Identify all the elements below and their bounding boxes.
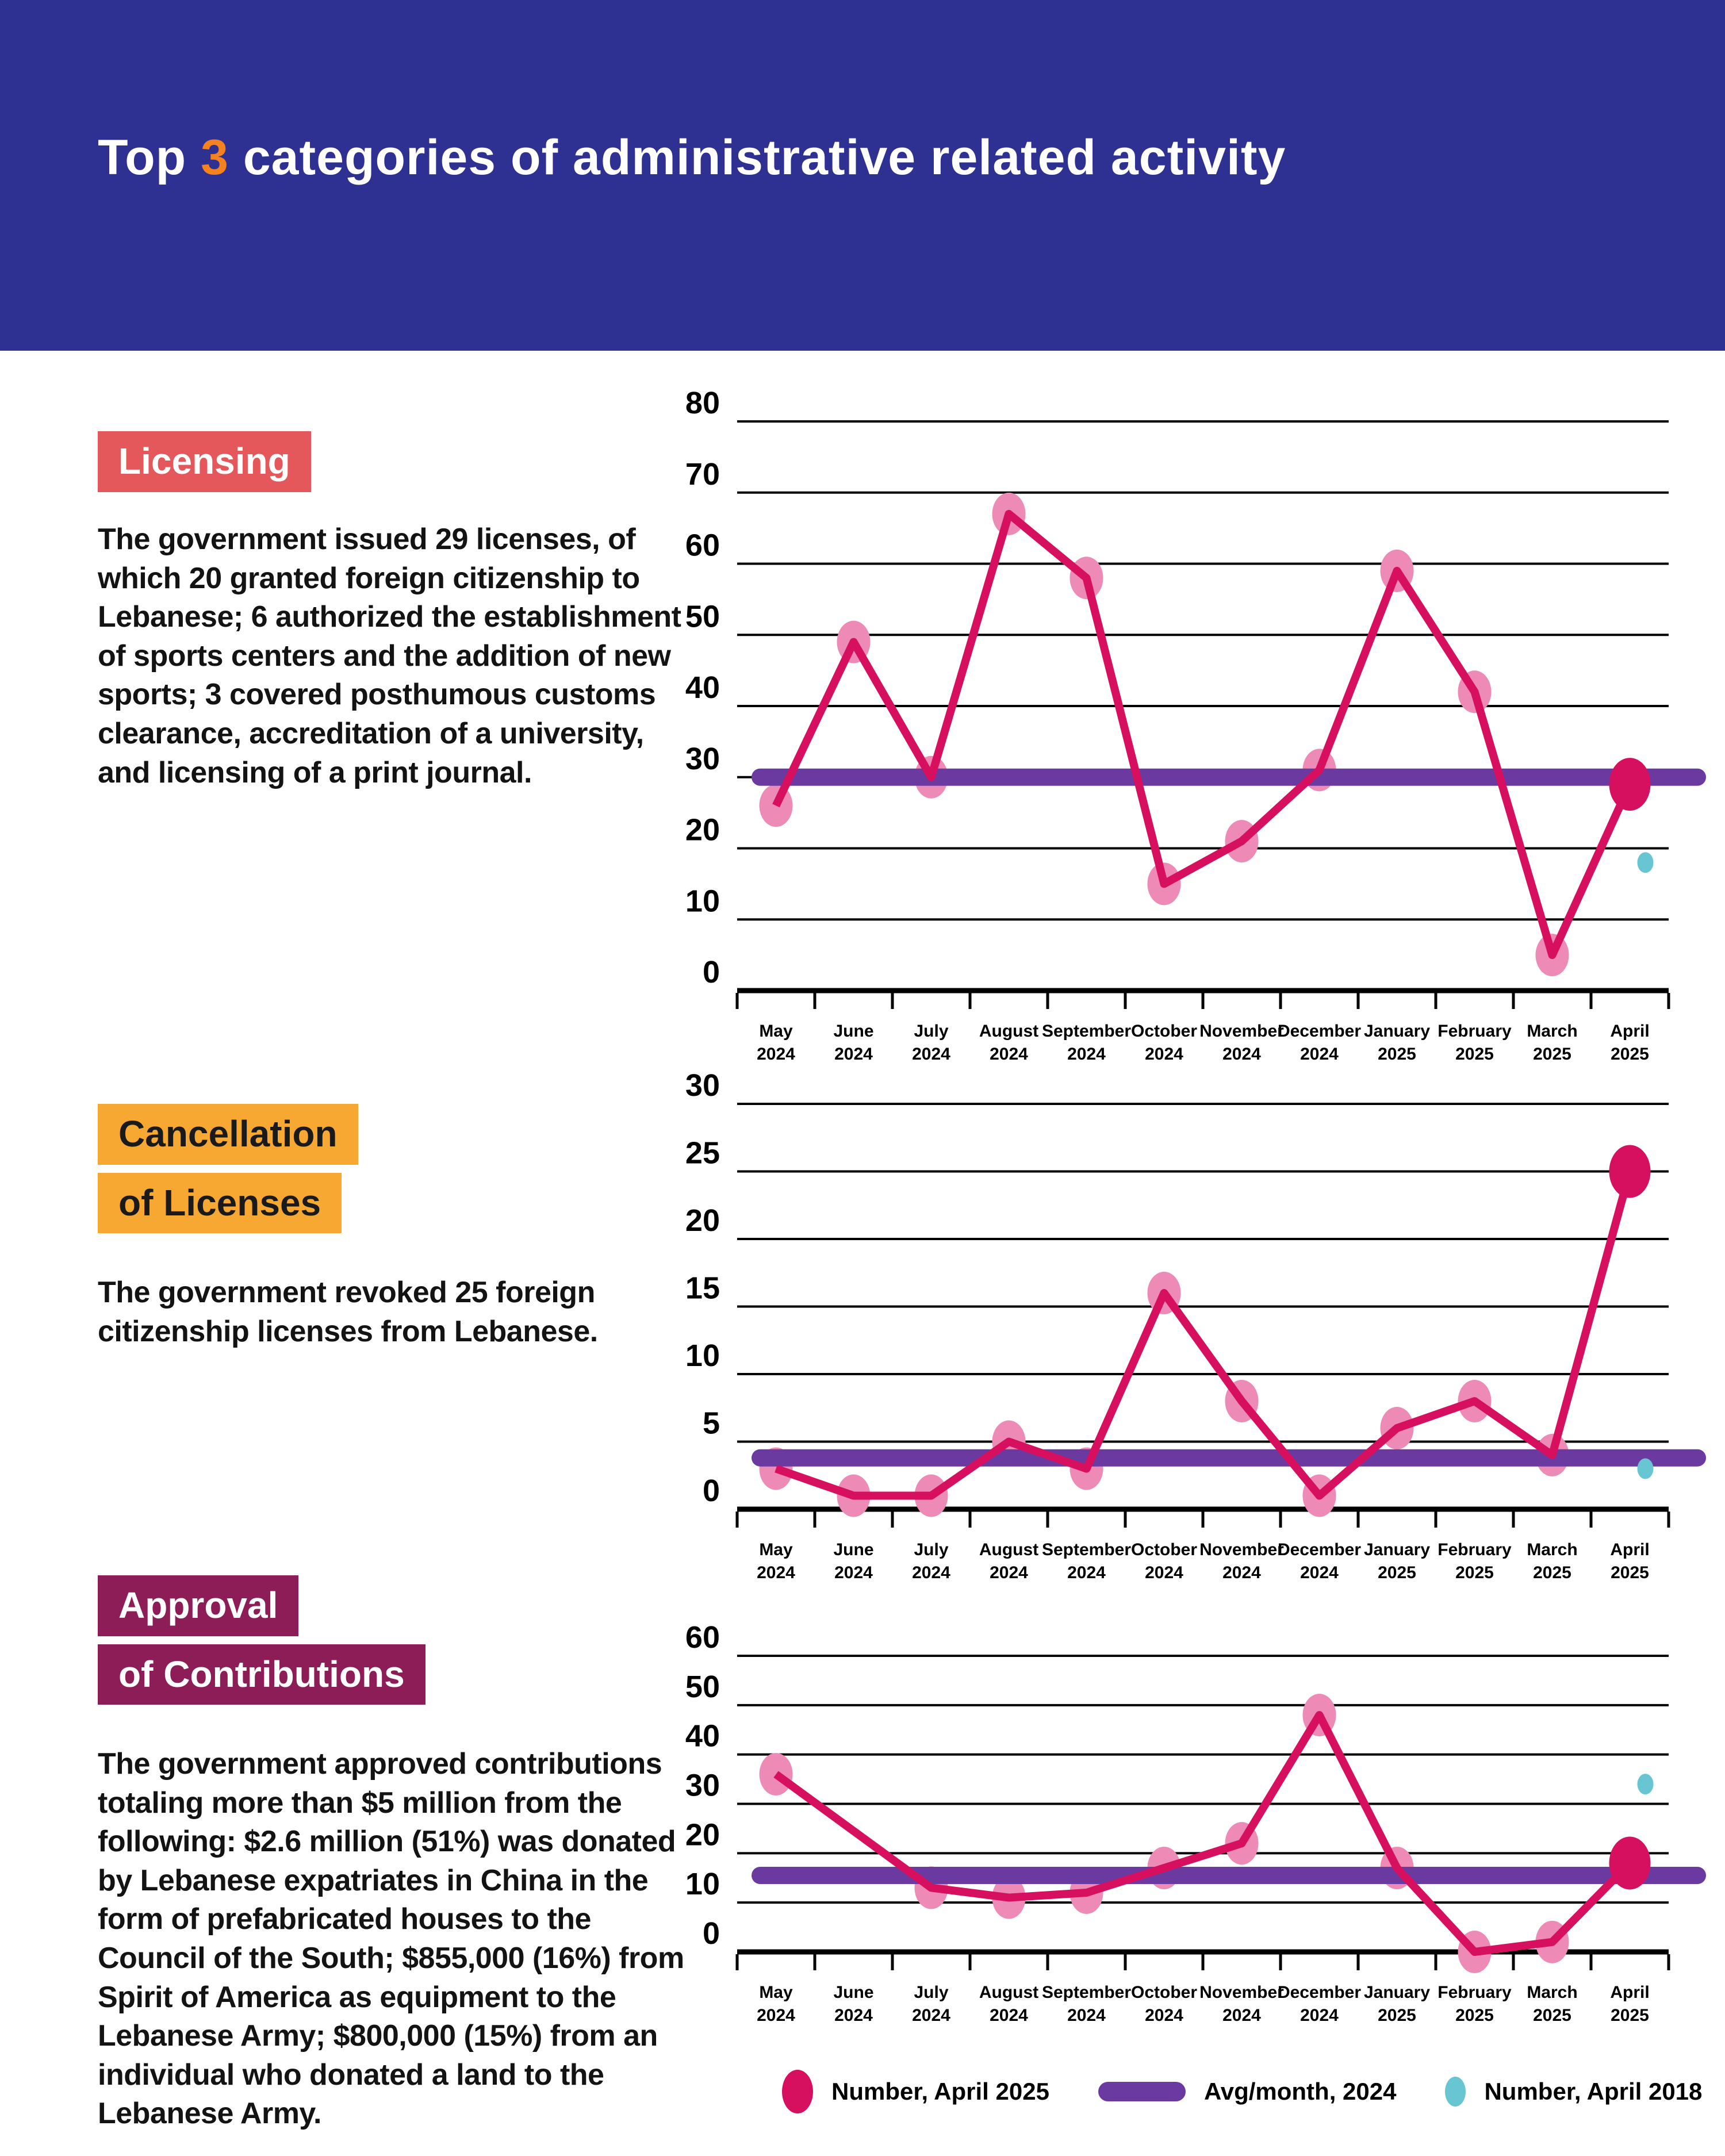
svg-text:October: October xyxy=(1130,1022,1198,1041)
svg-text:2025: 2025 xyxy=(1455,2006,1494,2025)
label-row xyxy=(98,1104,358,1165)
title-prefix: Top xyxy=(98,130,201,185)
legend xyxy=(782,2070,1702,2113)
svg-text:20: 20 xyxy=(685,1203,720,1238)
approval-label-line-2: of Contributions xyxy=(98,1644,425,1705)
svg-text:20: 20 xyxy=(685,1817,720,1852)
svg-text:August: August xyxy=(979,1540,1039,1559)
svg-text:15: 15 xyxy=(685,1271,720,1306)
svg-text:June: June xyxy=(833,1022,874,1041)
svg-text:2024: 2024 xyxy=(757,2006,795,2025)
svg-text:2024: 2024 xyxy=(1300,1045,1339,1064)
svg-text:August: August xyxy=(979,1983,1039,2002)
teal-dot-icon xyxy=(1445,2077,1466,2107)
chart-svg xyxy=(681,1068,1716,1598)
svg-text:February: February xyxy=(1438,1983,1512,2002)
svg-text:March: March xyxy=(1527,1022,1578,1041)
svg-text:2024: 2024 xyxy=(1222,1045,1261,1064)
svg-text:60: 60 xyxy=(685,1620,720,1655)
svg-text:2024: 2024 xyxy=(1300,2006,1339,2025)
svg-text:2024: 2024 xyxy=(1145,1045,1183,1064)
svg-text:40: 40 xyxy=(685,1718,720,1754)
licensing-chart xyxy=(681,386,1716,1075)
svg-text:0: 0 xyxy=(702,1916,720,1951)
header-band xyxy=(0,0,1725,351)
svg-text:April: April xyxy=(1610,1540,1650,1559)
svg-text:30: 30 xyxy=(685,1068,720,1103)
legend-item-april-2018 xyxy=(1445,2077,1702,2107)
label-row xyxy=(98,1575,425,1636)
svg-text:2024: 2024 xyxy=(912,1563,950,1582)
svg-text:2024: 2024 xyxy=(1222,1563,1261,1582)
svg-text:February: February xyxy=(1438,1022,1512,1041)
svg-text:20: 20 xyxy=(685,812,720,847)
svg-text:January: January xyxy=(1363,1022,1431,1041)
svg-text:2024: 2024 xyxy=(1222,2006,1261,2025)
svg-text:40: 40 xyxy=(685,670,720,705)
svg-text:70: 70 xyxy=(685,456,720,492)
svg-text:2025: 2025 xyxy=(1611,1563,1649,1582)
svg-text:10: 10 xyxy=(685,1867,720,1902)
svg-text:25: 25 xyxy=(685,1135,720,1171)
chart-svg xyxy=(681,386,1716,1075)
svg-text:October: October xyxy=(1130,1983,1198,2002)
svg-text:2025: 2025 xyxy=(1611,2006,1649,2025)
cancellation-description: The government revoked 25 foreign citizenship licenses from Lebanese. xyxy=(98,1276,598,1348)
legend-item-avg-month xyxy=(1098,2078,1397,2105)
svg-text:December: December xyxy=(1277,1540,1362,1559)
cancellation-chart xyxy=(681,1068,1716,1598)
svg-text:2024: 2024 xyxy=(912,1045,950,1064)
svg-text:May: May xyxy=(759,1983,793,2002)
svg-text:0: 0 xyxy=(702,1474,720,1508)
title-suffix: categories of administrative related activity xyxy=(228,130,1286,185)
svg-text:July: July xyxy=(914,1022,949,1041)
svg-text:March: March xyxy=(1527,1983,1578,2002)
svg-text:September: September xyxy=(1041,1022,1132,1041)
purple-line-icon xyxy=(1098,2082,1186,2101)
legend-label: Number, April 2025 xyxy=(831,2078,1049,2105)
svg-text:5: 5 xyxy=(702,1406,720,1441)
svg-text:2025: 2025 xyxy=(1533,1045,1571,1064)
svg-text:60: 60 xyxy=(685,528,720,563)
label-row xyxy=(98,431,311,492)
svg-text:2025: 2025 xyxy=(1533,1563,1571,1582)
svg-text:July: July xyxy=(914,1983,949,2002)
licensing-description: The government issued 29 licenses, of which 20 granted foreign citizenship to Lebanese; 6 authorized the establishment of sports centers and the addition of new sports; 3 covered posthumous customs clearance, accreditation of a university, and licensing of a print journal. xyxy=(98,523,681,789)
svg-text:November: November xyxy=(1199,1022,1284,1041)
svg-text:50: 50 xyxy=(685,599,720,634)
svg-text:2024: 2024 xyxy=(1300,1563,1339,1582)
svg-text:2024: 2024 xyxy=(1145,2006,1183,2025)
svg-text:2025: 2025 xyxy=(1533,2006,1571,2025)
svg-text:January: January xyxy=(1363,1540,1431,1559)
legend-item-april-2025 xyxy=(782,2070,1049,2113)
cancellation-label-line-1: Cancellation xyxy=(98,1104,358,1165)
svg-text:June: June xyxy=(833,1540,874,1559)
svg-text:2025: 2025 xyxy=(1378,1563,1416,1582)
label-row xyxy=(98,1644,425,1705)
svg-text:2025: 2025 xyxy=(1455,1045,1494,1064)
svg-text:October: October xyxy=(1130,1540,1198,1559)
svg-text:2024: 2024 xyxy=(990,1045,1028,1064)
svg-text:April: April xyxy=(1610,1022,1650,1041)
svg-text:April: April xyxy=(1610,1983,1650,2002)
legend-label: Avg/month, 2024 xyxy=(1203,2078,1397,2105)
svg-text:September: September xyxy=(1041,1540,1132,1559)
page-title xyxy=(98,129,1286,186)
svg-text:September: September xyxy=(1041,1983,1132,2002)
licensing-label-group xyxy=(98,431,311,500)
svg-text:November: November xyxy=(1199,1983,1284,2002)
svg-text:30: 30 xyxy=(685,1768,720,1803)
cancellation-label-group xyxy=(98,1104,358,1241)
svg-text:May: May xyxy=(759,1022,793,1041)
svg-text:August: August xyxy=(979,1022,1039,1041)
approval-label-line-1: Approval xyxy=(98,1575,298,1636)
svg-text:2024: 2024 xyxy=(757,1563,795,1582)
svg-text:2024: 2024 xyxy=(757,1045,795,1064)
licensing-label: Licensing xyxy=(98,431,311,492)
svg-text:2025: 2025 xyxy=(1611,1045,1649,1064)
svg-text:2024: 2024 xyxy=(834,1563,873,1582)
svg-text:80: 80 xyxy=(685,386,720,420)
svg-text:0: 0 xyxy=(702,955,720,989)
svg-text:2024: 2024 xyxy=(912,2006,950,2025)
svg-text:2024: 2024 xyxy=(1067,1045,1106,1064)
svg-text:2024: 2024 xyxy=(1067,2006,1106,2025)
svg-text:December: December xyxy=(1277,1022,1362,1041)
svg-text:2024: 2024 xyxy=(834,1045,873,1064)
svg-text:2024: 2024 xyxy=(1145,1563,1183,1582)
approval-description: The government approved contributions totaling more than $5 million from the following: $2.6 million (51%) was donated by Lebanese expatriates in China in the form of prefabricated houses to the Council of the South; $855,000 (16%) from Spirit of America as equipment to the Lebanese Army; $800,000 (15%) from an individual who donated a land to the Lebanese Army. xyxy=(98,1747,684,2131)
svg-text:30: 30 xyxy=(685,741,720,776)
svg-text:December: December xyxy=(1277,1983,1362,2002)
svg-text:10: 10 xyxy=(685,1338,720,1373)
svg-text:2025: 2025 xyxy=(1378,1045,1416,1064)
svg-text:2025: 2025 xyxy=(1455,1563,1494,1582)
approval-label-group xyxy=(98,1575,425,1713)
svg-text:November: November xyxy=(1199,1540,1284,1559)
label-row xyxy=(98,1173,358,1234)
svg-text:July: July xyxy=(914,1540,949,1559)
dark-pink-dot-icon xyxy=(782,2070,813,2113)
legend-label: Number, April 2018 xyxy=(1484,2078,1703,2105)
svg-text:10: 10 xyxy=(685,884,720,919)
svg-text:2024: 2024 xyxy=(834,2006,873,2025)
chart-svg xyxy=(681,1620,1716,2047)
svg-text:March: March xyxy=(1527,1540,1578,1559)
svg-text:February: February xyxy=(1438,1540,1512,1559)
title-accent-number: 3 xyxy=(201,130,229,185)
svg-text:2024: 2024 xyxy=(990,2006,1028,2025)
svg-text:2024: 2024 xyxy=(990,1563,1028,1582)
svg-text:May: May xyxy=(759,1540,793,1559)
svg-text:June: June xyxy=(833,1983,874,2002)
svg-text:2025: 2025 xyxy=(1378,2006,1416,2025)
cancellation-label-line-2: of Licenses xyxy=(98,1173,342,1234)
svg-text:50: 50 xyxy=(685,1669,720,1704)
contributions-chart xyxy=(681,1620,1716,2047)
svg-text:January: January xyxy=(1363,1983,1431,2002)
svg-text:2024: 2024 xyxy=(1067,1563,1106,1582)
